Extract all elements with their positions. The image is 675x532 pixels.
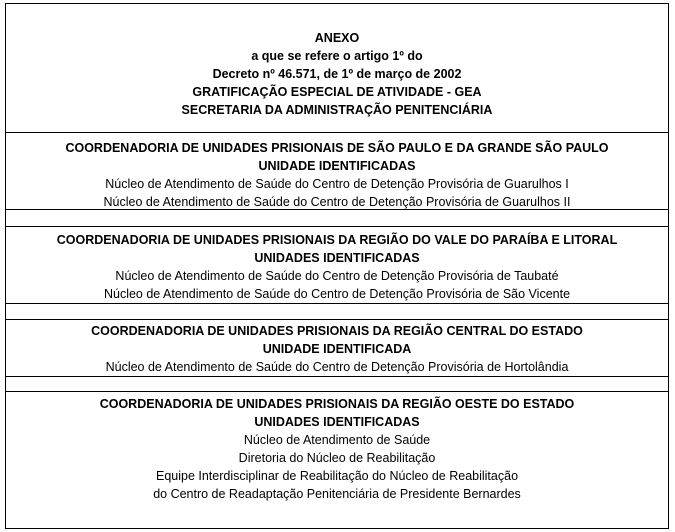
annex-header-box bbox=[5, 3, 669, 133]
section-subtitle: UNIDADE IDENTIFICADA bbox=[262, 342, 412, 356]
unit-item: Núcleo de Atendimento de Saúde do Centro de Detenção Provisória de Taubaté bbox=[115, 269, 559, 283]
unit-item: Núcleo de Atendimento de Saúde do Centro de Detenção Provisória de São Vicente bbox=[103, 287, 571, 301]
section-vale-do-paraiba bbox=[5, 226, 669, 304]
unit-item: Núcleo de Atendimento de Saúde bbox=[243, 433, 431, 447]
section-subtitle: UNIDADE IDENTIFICADAS bbox=[258, 159, 416, 173]
section-subtitle: UNIDADES IDENTIFICADAS bbox=[254, 415, 420, 429]
secretariat-title: SECRETARIA DA ADMINISTRAÇÃO PENITENCIÁRIA bbox=[181, 103, 493, 117]
section-title: COORDENADORIA DE UNIDADES PRISIONAIS DE SÃO PAULO E DA GRANDE SÃO PAULO bbox=[65, 141, 609, 155]
unit-item: Núcleo de Atendimento de Saúde do Centro de Detenção Provisória de Guarulhos I bbox=[105, 177, 569, 191]
section-title: COORDENADORIA DE UNIDADES PRISIONAIS DA REGIÃO CENTRAL DO ESTADO bbox=[91, 324, 583, 338]
section-regiao-central bbox=[5, 319, 669, 377]
section-subtitle: UNIDADES IDENTIFICADAS bbox=[254, 251, 420, 265]
gratification-title: GRATIFICAÇÃO ESPECIAL DE ATIVIDADE - GEA bbox=[192, 85, 482, 99]
unit-item: do Centro de Readaptação Penitenciária de Presidente Bernardes bbox=[153, 487, 521, 501]
unit-item: Núcleo de Atendimento de Saúde do Centro de Detenção Provisória de Hortolândia bbox=[105, 360, 569, 374]
unit-item: Diretoria do Núcleo de Reabilitação bbox=[238, 451, 436, 465]
unit-item: Núcleo de Atendimento de Saúde do Centro de Detenção Provisória de Guarulhos II bbox=[103, 195, 571, 209]
section-sao-paulo bbox=[5, 132, 669, 210]
section-spacer bbox=[5, 376, 669, 392]
section-spacer bbox=[5, 209, 669, 227]
section-regiao-oeste bbox=[5, 391, 669, 529]
section-title: COORDENADORIA DE UNIDADES PRISIONAIS DA REGIÃO OESTE DO ESTADO bbox=[99, 397, 575, 411]
annex-title: ANEXO bbox=[314, 31, 360, 45]
section-title: COORDENADORIA DE UNIDADES PRISIONAIS DA REGIÃO DO VALE DO PARAÍBA E LITORAL bbox=[56, 233, 618, 247]
section-spacer bbox=[5, 303, 669, 320]
annex-reference: a que se refere o artigo 1º do bbox=[251, 49, 423, 63]
unit-item: Equipe Interdisciplinar de Reabilitação do Núcleo de Reabilitação bbox=[155, 469, 519, 483]
decree-reference: Decreto nº 46.571, de 1º de março de 2002 bbox=[212, 67, 462, 81]
